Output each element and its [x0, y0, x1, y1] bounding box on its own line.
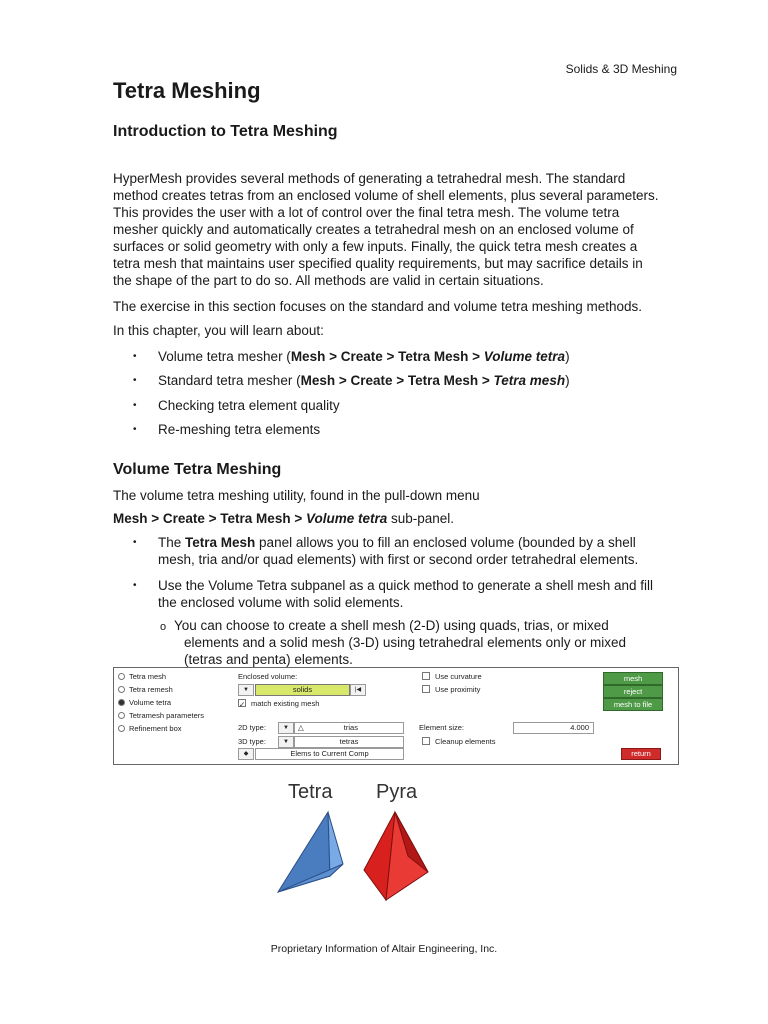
- intro-line: mesher quickly and automatically creates a tetrahedral mesh on an enclosed volume of: [113, 222, 634, 237]
- type2d-label: 2D type:: [238, 723, 266, 732]
- checkbox-icon: ✓: [239, 700, 246, 709]
- pulldown-text: The volume tetra meshing utility, found in the pull-down menu: [113, 488, 480, 503]
- pyra-label: Pyra: [376, 781, 418, 803]
- radio-circle: [118, 712, 125, 719]
- mesh-to-file-button[interactable]: mesh to file: [603, 698, 663, 711]
- radio-refinement-box[interactable]: Refinement box: [118, 724, 182, 733]
- type2d-field[interactable]: △ trias: [294, 722, 404, 734]
- footer: Proprietary Information of Altair Engineering, Inc.: [270, 943, 498, 955]
- checkbox-icon: [422, 672, 430, 680]
- intro-heading: Introduction to Tetra Meshing: [113, 123, 338, 140]
- mesh-button[interactable]: mesh: [603, 672, 663, 685]
- radio-circle: [118, 725, 125, 732]
- type3d-field[interactable]: tetras: [294, 736, 404, 748]
- enclosed-volume-label: Enclosed volume:: [238, 672, 298, 681]
- reset-icon[interactable]: |◀: [350, 684, 366, 696]
- radio-tetra-remesh[interactable]: Tetra remesh: [118, 685, 173, 694]
- menu-path: Mesh > Create > Tetra Mesh > Volume tetra sub-panel.: [113, 511, 455, 526]
- solids-selector[interactable]: solids: [255, 684, 350, 696]
- tetra-shape: [278, 812, 343, 892]
- toggle-icon[interactable]: ◆: [238, 748, 254, 760]
- bullet-glyph: •: [133, 580, 137, 591]
- pyramid-shape: [364, 812, 428, 900]
- section-heading: Volume Tetra Meshing: [113, 461, 282, 478]
- bullet-glyph: •: [133, 424, 137, 435]
- use-curvature-option[interactable]: Use curvature: [422, 672, 482, 681]
- running-header: Solids & 3D Meshing: [565, 62, 677, 76]
- element-size-input[interactable]: 4.000: [513, 722, 594, 734]
- radio-circle-selected: [118, 699, 125, 706]
- bullet-glyph: •: [133, 537, 137, 548]
- entity-selector-arrow[interactable]: ▼: [238, 684, 254, 696]
- intro-line: tetra mesh that maintains user specified quality requirements, but may sacrifice details in: [113, 256, 643, 271]
- elems-to-comp-button[interactable]: Elems to Current Comp: [255, 748, 404, 760]
- intro-line: the shape of the part to do so. All methods are valid in certain situations.: [113, 273, 544, 288]
- return-button[interactable]: return: [621, 748, 661, 760]
- reject-button[interactable]: reject: [603, 685, 663, 698]
- tetra-label: Tetra: [288, 781, 333, 803]
- cleanup-elements-option[interactable]: Cleanup elements: [422, 737, 495, 746]
- chapter-text: In this chapter, you will learn about:: [113, 323, 324, 338]
- type2d-arrow[interactable]: ▼: [278, 722, 294, 734]
- element-size-label: Element size:: [419, 723, 465, 732]
- intro-line: HyperMesh provides several methods of generating a tetrahedral mesh. The standard: [113, 171, 626, 186]
- checkbox-icon: [422, 737, 430, 745]
- match-existing-mesh-option[interactable]: ✓ match existing mesh: [239, 699, 320, 709]
- intro-paragraph: [113, 170, 678, 289]
- type3d-label: 3D type:: [238, 737, 266, 746]
- radio-tetramesh-parameters[interactable]: Tetramesh parameters: [118, 711, 204, 720]
- use-proximity-option[interactable]: Use proximity: [422, 685, 480, 694]
- volume-tetra-panel: [113, 667, 679, 765]
- page-title: Tetra Meshing: [113, 78, 261, 103]
- triangle-icon: △: [298, 723, 304, 732]
- radio-tetra-mesh[interactable]: Tetra mesh: [118, 672, 166, 681]
- radio-circle: [118, 686, 125, 693]
- intro-line: This provides the user with a lot of control over the final tetra mesh. The volume tetra: [113, 205, 620, 220]
- bullet-glyph: •: [133, 400, 137, 411]
- intro-line: surfaces or solid geometry with only a few inputs. Finally, the quick tetra mesh creates a: [113, 239, 638, 254]
- radio-volume-tetra[interactable]: Volume tetra: [118, 698, 171, 707]
- element-shapes-figure: [268, 808, 448, 908]
- bullet-glyph: •: [133, 351, 137, 362]
- type3d-arrow[interactable]: ▼: [278, 736, 294, 748]
- exercise-text: The exercise in this section focuses on the standard and volume tetra meshing methods.: [113, 299, 643, 314]
- bullet-glyph: •: [133, 375, 137, 386]
- radio-circle: [118, 673, 125, 680]
- checkbox-icon: [422, 685, 430, 693]
- sub-bullet-glyph: o: [160, 621, 167, 633]
- intro-line: method creates tetras from an enclosed volume of shell elements, plus several parameters.: [113, 188, 659, 203]
